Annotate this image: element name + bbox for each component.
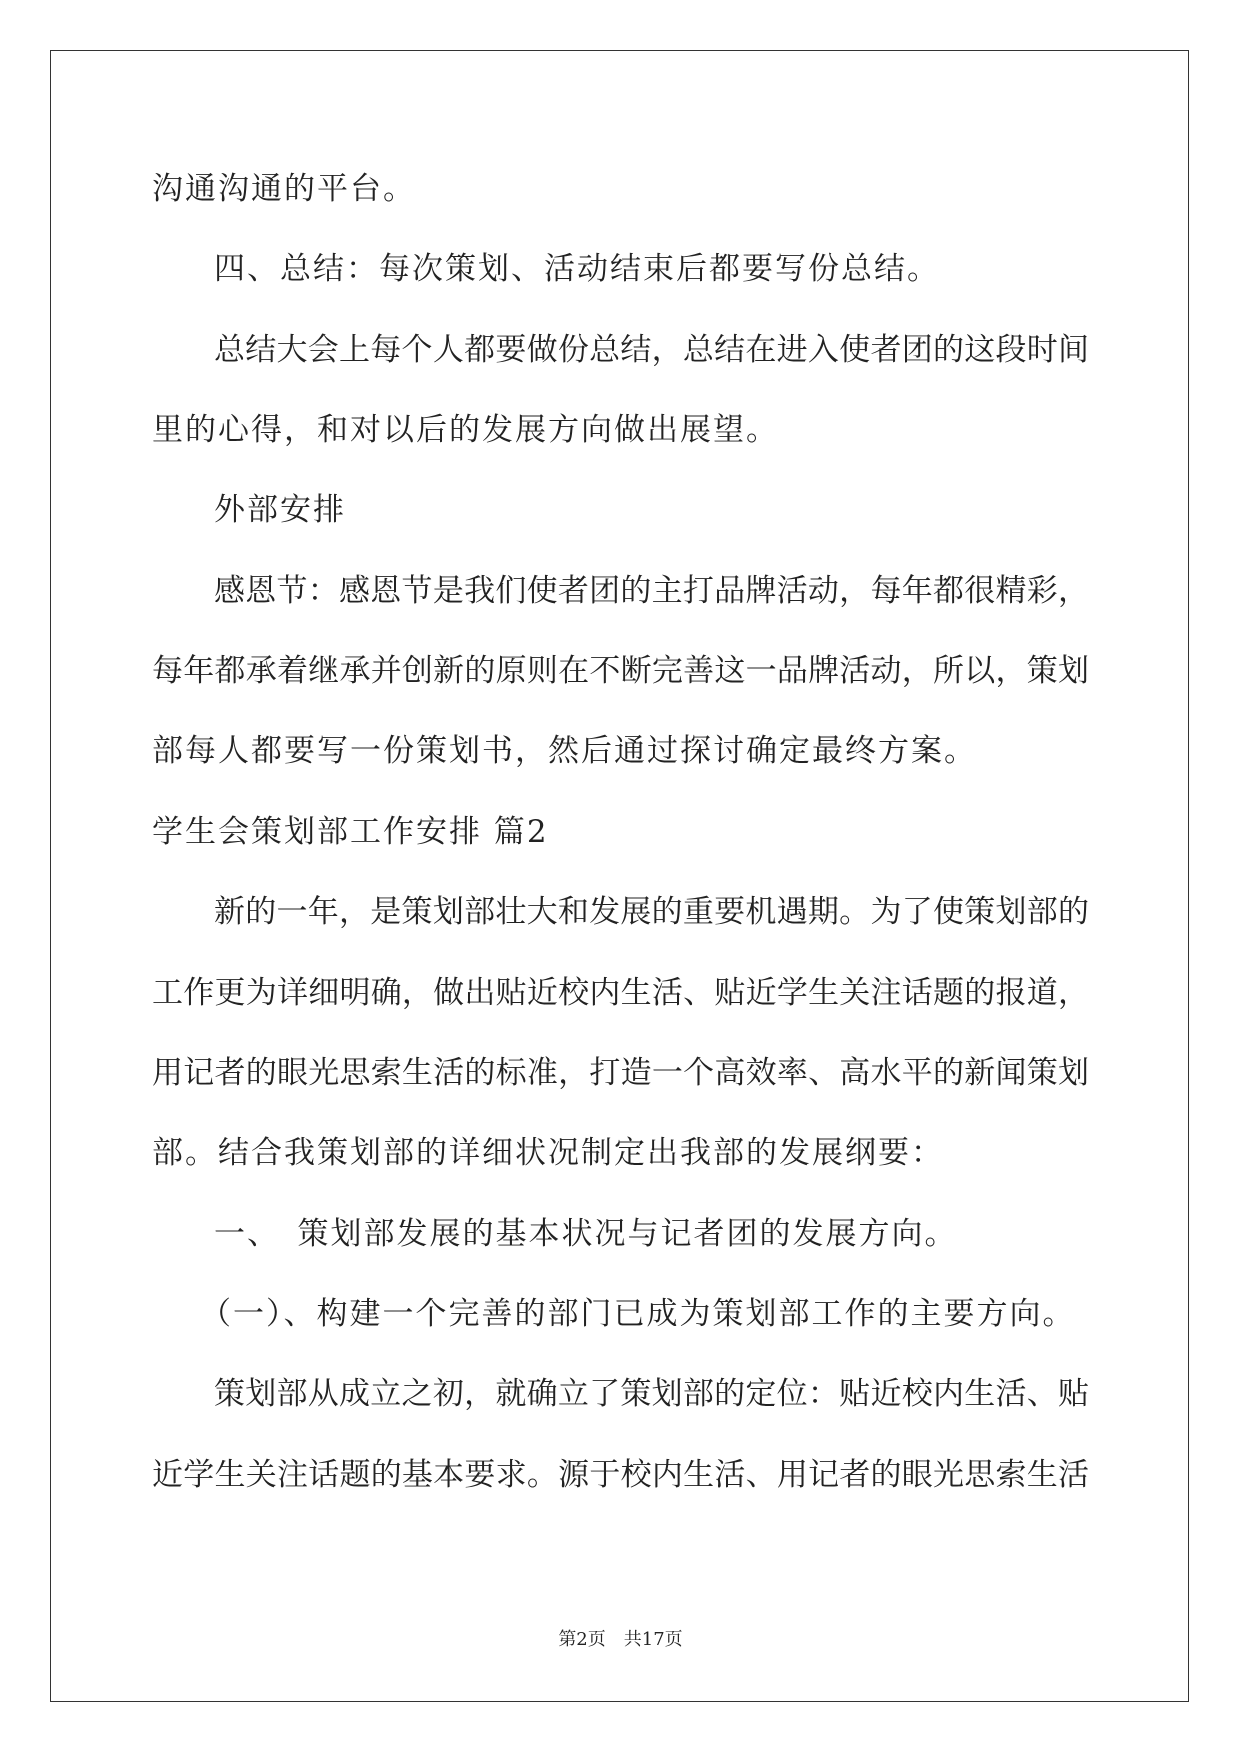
article-title: 学生会策划部工作安排 篇2 xyxy=(152,814,549,850)
text-line: 总结大会上每个人都要做份总结，总结在进入使者团的这段时间 xyxy=(214,332,1089,368)
text-line: 感恩节：感恩节是我们使者团的主打品牌活动，每年都很精彩， xyxy=(214,573,1089,609)
text-line: 策划部从成立之初，就确立了策划部的定位：贴近校内生活、贴 xyxy=(214,1376,1089,1412)
text-line: 新的一年，是策划部壮大和发展的重要机遇期。为了使策划部的 xyxy=(214,894,1089,930)
text-line: 近学生关注话题的基本要求。源于校内生活、用记者的眼光思索生活 xyxy=(152,1457,1089,1493)
text-line: 沟通沟通的平台。 xyxy=(152,171,416,207)
text-line: 四、总结：每次策划、活动结束后都要写份总结。 xyxy=(214,251,940,287)
section-heading: 外部安排 xyxy=(214,492,346,528)
text-line: 每年都承着继承并创新的原则在不断完善这一品牌活动，所以，策划 xyxy=(152,653,1089,689)
page-number: 第2页 共17页 xyxy=(558,1629,683,1650)
text-line: 里的心得，和对以后的发展方向做出展望。 xyxy=(152,412,779,448)
text-line: 工作更为详细明确，做出贴近校内生活、贴近学生关注话题的报道， xyxy=(152,975,1089,1011)
page-footer xyxy=(0,1628,1241,1652)
text-line: 用记者的眼光思索生活的标准，打造一个高效率、高水平的新闻策划 xyxy=(152,1055,1089,1091)
text-line: （一）、构建一个完善的部门已成为策划部工作的主要方向。 xyxy=(200,1296,1076,1332)
text-line: 一、 策划部发展的基本状况与记者团的发展方向。 xyxy=(214,1216,958,1252)
text-line: 部。结合我策划部的详细状况制定出我部的发展纲要： xyxy=(152,1135,944,1171)
text-line: 部每人都要写一份策划书，然后通过探讨确定最终方案。 xyxy=(152,733,977,769)
